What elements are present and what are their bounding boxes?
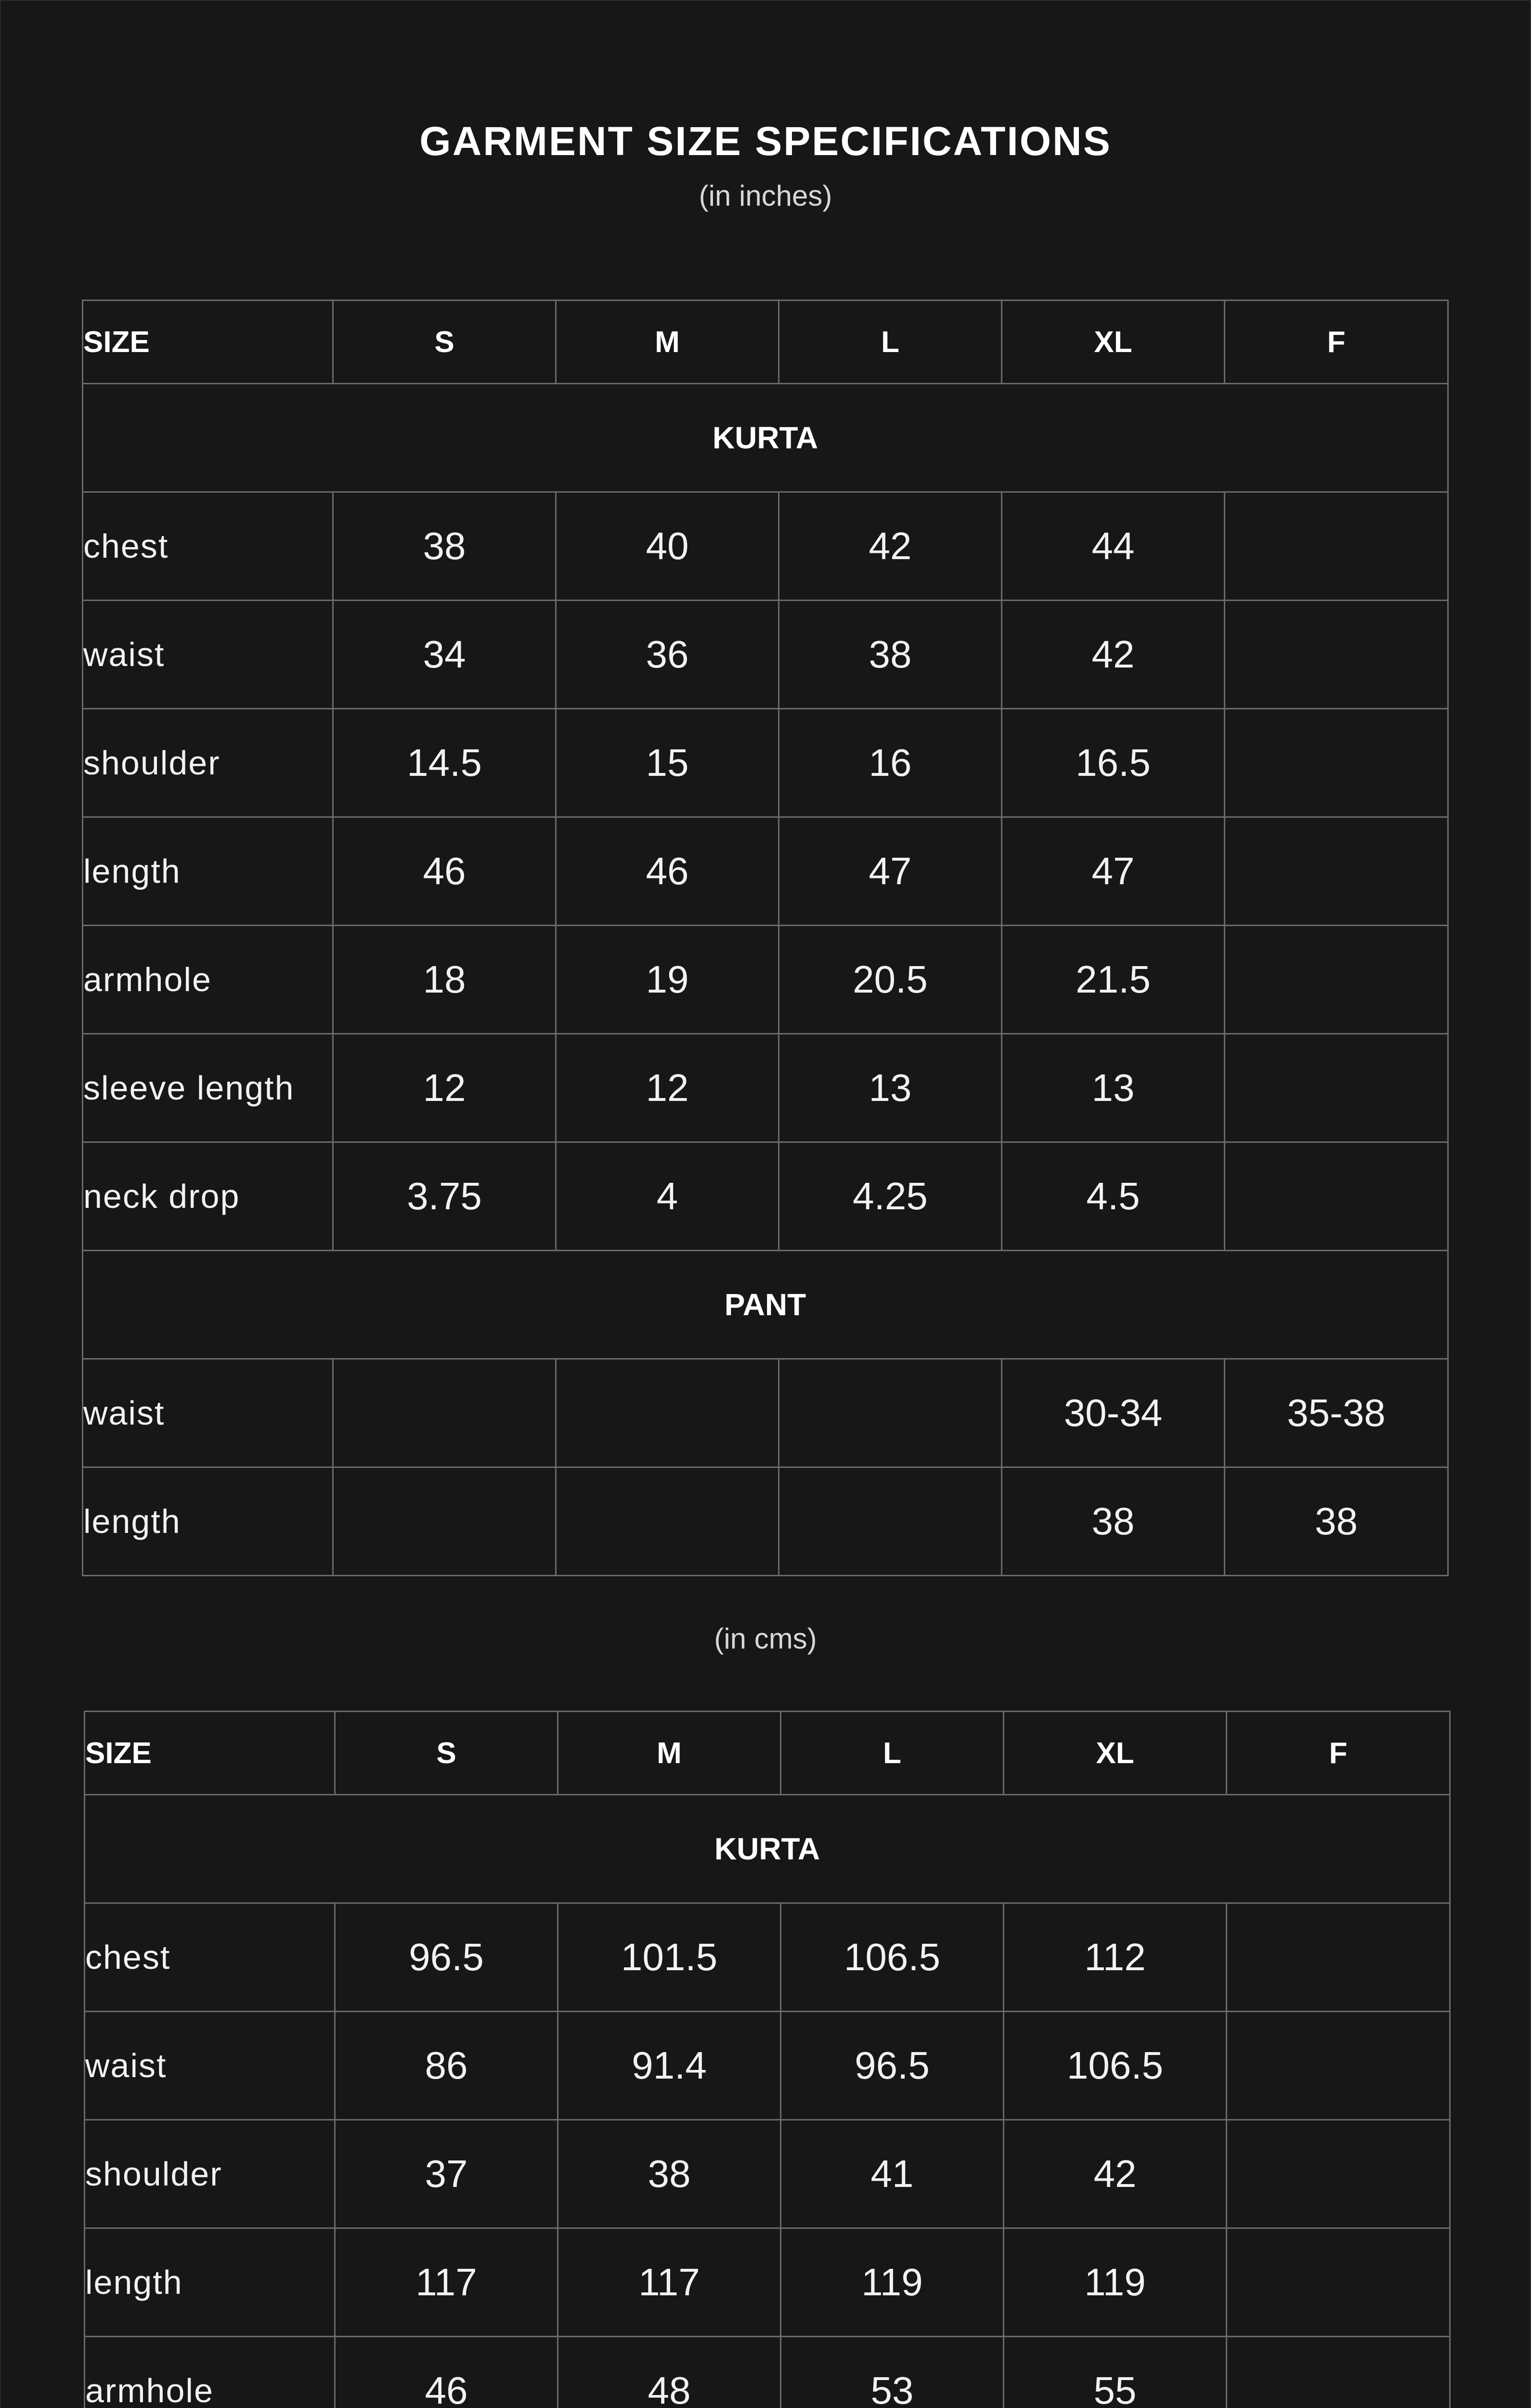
measurement-value (1227, 2337, 1450, 2408)
measurement-label: chest (85, 1903, 335, 2012)
measurement-label: shoulder (83, 709, 333, 817)
measurement-value: 53 (781, 2337, 1004, 2408)
measurement-value: 12 (556, 1034, 779, 1142)
table-row (83, 601, 1448, 709)
measurement-value (1227, 1903, 1450, 2012)
measurement-value: 42 (779, 492, 1002, 601)
size-header-cell: SIZE (83, 301, 333, 384)
table-row (83, 492, 1448, 601)
size-column-header: XL (1002, 301, 1225, 384)
measurement-value (556, 1467, 779, 1576)
measurement-value: 106.5 (1004, 2012, 1227, 2120)
measurement-value: 34 (333, 601, 556, 709)
measurement-value: 44 (1002, 492, 1225, 601)
measurement-value: 101.5 (558, 1903, 781, 2012)
measurement-value: 4 (556, 1142, 779, 1251)
measurement-label: shoulder (85, 2120, 335, 2228)
measurement-value: 18 (333, 926, 556, 1034)
measurement-value: 96.5 (335, 1903, 558, 2012)
measurement-value: 13 (779, 1034, 1002, 1142)
measurement-value (1225, 1142, 1448, 1251)
size-table-cms (84, 1711, 1451, 2408)
measurement-value (779, 1359, 1002, 1467)
measurement-value: 12 (333, 1034, 556, 1142)
measurement-value: 46 (335, 2337, 558, 2408)
size-column-header: L (779, 301, 1002, 384)
section-title-kurta: KURTA (83, 384, 1448, 492)
measurement-value: 55 (1004, 2337, 1227, 2408)
section-row-kurta (85, 1795, 1450, 1903)
table-row (83, 1034, 1448, 1142)
measurement-value: 30-34 (1002, 1359, 1225, 1467)
size-column-header: XL (1004, 1712, 1227, 1795)
measurement-value: 41 (781, 2120, 1004, 2228)
table-header-row (83, 301, 1448, 384)
measurement-value (1225, 709, 1448, 817)
table-row (85, 2012, 1450, 2120)
measurement-value: 4.5 (1002, 1142, 1225, 1251)
measurement-value: 38 (1002, 1467, 1225, 1576)
measurement-value: 38 (779, 601, 1002, 709)
measurement-value: 106.5 (781, 1903, 1004, 2012)
measurement-value: 48 (558, 2337, 781, 2408)
measurement-value: 15 (556, 709, 779, 817)
size-column-header: M (558, 1712, 781, 1795)
section-title-pant: PANT (83, 1251, 1448, 1359)
measurement-value (333, 1359, 556, 1467)
measurement-value: 36 (556, 601, 779, 709)
measurement-value (1225, 1034, 1448, 1142)
measurement-value: 40 (556, 492, 779, 601)
measurement-value (1225, 601, 1448, 709)
measurement-label: neck drop (83, 1142, 333, 1251)
measurement-value: 112 (1004, 1903, 1227, 2012)
table-header-row (85, 1712, 1450, 1795)
table-row (83, 926, 1448, 1034)
measurement-value (779, 1467, 1002, 1576)
measurement-value: 96.5 (781, 2012, 1004, 2120)
size-header-cell: SIZE (85, 1712, 335, 1795)
measurement-value: 117 (335, 2228, 558, 2337)
section-row-kurta (83, 384, 1448, 492)
measurement-value: 46 (556, 817, 779, 926)
table-row (83, 1359, 1448, 1467)
unit-label-inches: (in inches) (699, 180, 832, 212)
measurement-label: waist (85, 2012, 335, 2120)
measurement-value (333, 1467, 556, 1576)
size-table-inches-body (83, 301, 1448, 1576)
table-row (83, 1467, 1448, 1576)
measurement-value (556, 1359, 779, 1467)
measurement-value: 4.25 (779, 1142, 1002, 1251)
measurement-value: 47 (779, 817, 1002, 926)
measurement-value: 38 (333, 492, 556, 601)
measurement-value (1227, 2228, 1450, 2337)
table-row (83, 1142, 1448, 1251)
measurement-value: 119 (781, 2228, 1004, 2337)
size-column-header: S (333, 301, 556, 384)
size-column-header: L (781, 1712, 1004, 1795)
measurement-value: 3.75 (333, 1142, 556, 1251)
table-row (85, 2228, 1450, 2337)
measurement-label: waist (83, 1359, 333, 1467)
measurement-value (1227, 2012, 1450, 2120)
measurement-label: length (85, 2228, 335, 2337)
measurement-value: 42 (1002, 601, 1225, 709)
measurement-value: 91.4 (558, 2012, 781, 2120)
measurement-value: 42 (1004, 2120, 1227, 2228)
measurement-value: 47 (1002, 817, 1225, 926)
measurement-value: 13 (1002, 1034, 1225, 1142)
measurement-value: 20.5 (779, 926, 1002, 1034)
measurement-label: armhole (83, 926, 333, 1034)
size-table-cms-body (85, 1712, 1450, 2408)
measurement-label: armhole (85, 2337, 335, 2408)
size-column-header: M (556, 301, 779, 384)
measurement-value: 86 (335, 2012, 558, 2120)
measurement-value (1225, 817, 1448, 926)
measurement-value: 14.5 (333, 709, 556, 817)
table-row (85, 2337, 1450, 2408)
table-row (85, 1903, 1450, 2012)
measurement-value: 16.5 (1002, 709, 1225, 817)
size-column-header: S (335, 1712, 558, 1795)
measurement-value: 37 (335, 2120, 558, 2228)
section-title-kurta: KURTA (85, 1795, 1450, 1903)
table-row (83, 817, 1448, 926)
measurement-label: sleeve length (83, 1034, 333, 1142)
measurement-value: 16 (779, 709, 1002, 817)
measurement-value (1225, 926, 1448, 1034)
measurement-label: length (83, 817, 333, 926)
measurement-value: 35-38 (1225, 1359, 1448, 1467)
measurement-value: 38 (558, 2120, 781, 2228)
measurement-label: waist (83, 601, 333, 709)
measurement-value: 117 (558, 2228, 781, 2337)
measurement-label: length (83, 1467, 333, 1576)
measurement-value (1225, 492, 1448, 601)
size-table-inches (82, 300, 1449, 1576)
measurement-value: 119 (1004, 2228, 1227, 2337)
measurement-value: 46 (333, 817, 556, 926)
table-row (85, 2120, 1450, 2228)
measurement-value: 19 (556, 926, 779, 1034)
table-row (83, 709, 1448, 817)
page-title: GARMENT SIZE SPECIFICATIONS (419, 118, 1112, 164)
measurement-label: chest (83, 492, 333, 601)
measurement-value: 21.5 (1002, 926, 1225, 1034)
size-column-header: F (1225, 301, 1448, 384)
measurement-value: 38 (1225, 1467, 1448, 1576)
section-row-pant (83, 1251, 1448, 1359)
unit-label-cms: (in cms) (714, 1623, 817, 1655)
measurement-value (1227, 2120, 1450, 2228)
size-column-header: F (1227, 1712, 1450, 1795)
